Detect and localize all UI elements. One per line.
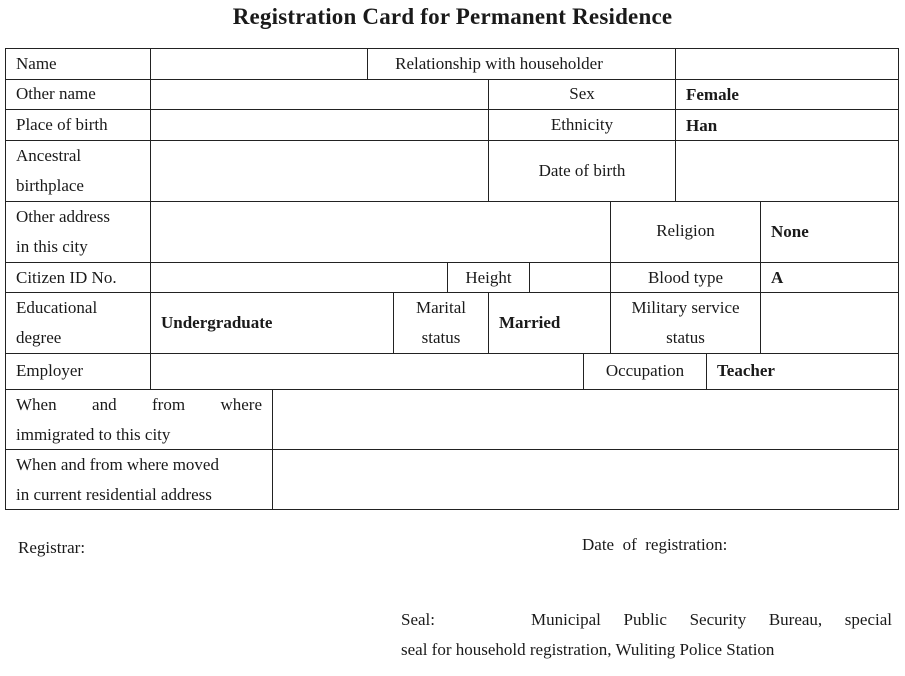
label-name: Name [16, 54, 57, 73]
other-address-field[interactable] [151, 202, 610, 262]
label-education-line2: degree [16, 328, 62, 347]
employer-field[interactable] [151, 354, 583, 389]
label-military-line1: Military service [631, 298, 740, 317]
label-blood-type: Blood type [647, 268, 724, 287]
date-of-registration-label: Date of registration: [582, 535, 728, 554]
label-religion: Religion [656, 221, 715, 240]
label-moved-line1: When and from where moved [16, 455, 219, 474]
religion-value: None [771, 222, 809, 241]
label-marital-line1: Marital [415, 298, 467, 317]
label-other-address-line1: Other address [16, 207, 110, 226]
label-ancestral-line2: birthplace [16, 176, 84, 195]
label-ancestral-birthplace [5, 141, 150, 201]
label-other-address [5, 202, 150, 262]
ancestral-birthplace-field[interactable] [151, 141, 488, 201]
label-moved [5, 450, 272, 510]
ethnicity-value: Han [686, 116, 718, 135]
label-immigrated [5, 390, 272, 450]
label-ethnicity: Ethnicity [550, 115, 614, 134]
label-citizen-id: Citizen ID No. [16, 268, 117, 287]
card-title: Registration Card for Permanent Residence [232, 4, 673, 29]
marital-value: Married [499, 313, 561, 332]
sex-value: Female [686, 85, 739, 104]
place-of-birth-field[interactable] [151, 110, 488, 140]
label-sex: Sex [569, 84, 595, 103]
seal-label: Seal: [401, 610, 435, 629]
occupation-value: Teacher [717, 361, 775, 380]
label-height: Height [465, 268, 512, 287]
date-of-birth-field[interactable] [676, 141, 898, 201]
label-military-status [611, 293, 760, 353]
label-marital-line2: status [421, 328, 461, 347]
label-occupation: Occupation [605, 361, 685, 380]
label-military-line2: status [666, 328, 705, 347]
military-status-field[interactable] [761, 293, 898, 353]
label-other-address-line2: in this city [16, 237, 88, 256]
education-value: Undergraduate [161, 313, 273, 332]
other-name-field[interactable] [151, 79, 488, 109]
moved-field[interactable] [273, 450, 898, 509]
seal-line-1: Municipal Public Security Bureau, special [531, 610, 892, 629]
label-date-of-birth: Date of birth [538, 161, 626, 180]
blood-type-value: A [771, 268, 784, 287]
citizen-id-field[interactable] [151, 263, 447, 293]
label-other-name: Other name [16, 84, 96, 103]
label-place-of-birth: Place of birth [16, 115, 108, 134]
label-immigrated-line1: When and from where [16, 395, 262, 414]
label-immigrated-line2: immigrated to this city [16, 425, 171, 444]
label-educational-degree [5, 293, 150, 353]
relationship-field[interactable] [676, 49, 898, 79]
label-education-line1: Educational [16, 298, 98, 317]
label-marital-status [394, 293, 488, 353]
seal-line-2: seal for household registration, Wuliting Police Station [401, 640, 775, 659]
registrar-label: Registrar: [18, 538, 86, 557]
immigrated-field[interactable] [273, 390, 898, 449]
label-employer: Employer [16, 361, 84, 380]
height-field[interactable] [530, 263, 610, 293]
label-relationship: Relationship with householder [395, 54, 603, 73]
label-moved-line2: in current residential address [16, 485, 212, 504]
name-field[interactable] [151, 49, 367, 79]
label-ancestral-line1: Ancestral [16, 146, 82, 165]
